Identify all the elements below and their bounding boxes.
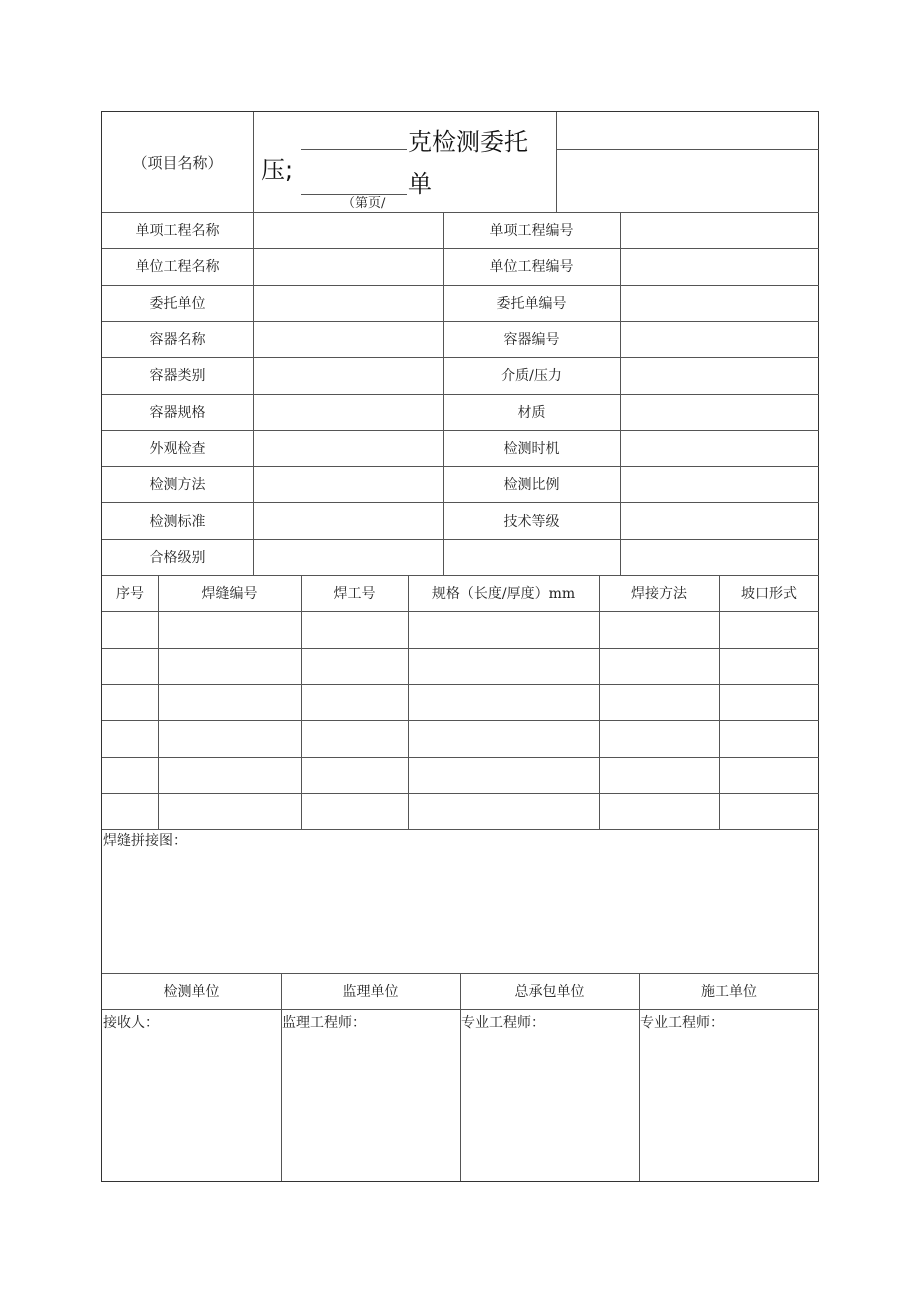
weld-table-cell[interactable]: [408, 757, 599, 793]
info-label: 容器编号: [503, 332, 560, 349]
weld-table-cell[interactable]: [408, 648, 599, 684]
weld-table-cell[interactable]: [719, 757, 819, 793]
weld-table-cell[interactable]: [158, 648, 301, 684]
info-value-field[interactable]: [253, 285, 443, 321]
signoff-unit-label: 施工单位: [701, 984, 757, 1000]
info-label: 合格级别: [149, 549, 206, 566]
info-label: 检测时机: [503, 440, 560, 457]
signoff-signer-label: 专业工程师：: [640, 1015, 724, 1031]
weld-table-cell[interactable]: [102, 720, 158, 756]
signoff-signer-label: 监理工程师：: [282, 1015, 366, 1031]
weld-table-cell[interactable]: [408, 793, 599, 829]
row-divider: [102, 793, 819, 794]
weld-table-cell[interactable]: [301, 793, 408, 829]
info-label: 单项工程编号: [489, 223, 574, 240]
weld-table-cell[interactable]: [158, 757, 301, 793]
weld-table-cell[interactable]: [158, 793, 301, 829]
info-label: 技术等级: [503, 513, 560, 530]
weld-table-cell[interactable]: [408, 720, 599, 756]
weld-table-cell[interactable]: [719, 793, 819, 829]
info-value-field[interactable]: [253, 357, 443, 393]
info-label: 外观检查: [149, 440, 206, 457]
info-value-field[interactable]: [620, 285, 819, 321]
weld-table-header: 焊工号: [333, 586, 376, 603]
weld-table-cell[interactable]: [599, 757, 719, 793]
weld-table-cell[interactable]: [102, 684, 158, 720]
info-label: 单位工程名称: [135, 259, 220, 276]
weld-table-cell[interactable]: [102, 757, 158, 793]
weld-table-header: 焊缝编号: [201, 586, 258, 603]
weld-table-cell[interactable]: [102, 611, 158, 647]
weld-table-header: 焊接方法: [631, 586, 687, 603]
info-label: 检测标准: [149, 513, 206, 530]
weld-table-cell[interactable]: [599, 684, 719, 720]
col-divider: [443, 212, 444, 575]
col-divider: [158, 575, 159, 829]
info-value-field[interactable]: [620, 466, 819, 502]
weld-table-cell[interactable]: [301, 648, 408, 684]
info-value-field[interactable]: [253, 430, 443, 466]
page-number-note: （第页/: [342, 196, 386, 211]
info-label: 介质/压力: [501, 368, 562, 385]
info-value-field[interactable]: [253, 539, 443, 575]
info-value-field[interactable]: [620, 430, 819, 466]
weld-table-cell[interactable]: [408, 611, 599, 647]
col-divider: [253, 212, 254, 575]
weld-table-cell[interactable]: [301, 611, 408, 647]
weld-table-cell[interactable]: [158, 720, 301, 756]
signature-area[interactable]: [639, 1031, 819, 1181]
signoff-unit-label: 检测单位: [163, 984, 220, 1000]
title-prefix: 压;: [261, 156, 294, 184]
weld-table-cell[interactable]: [599, 793, 719, 829]
info-value-field[interactable]: [253, 502, 443, 538]
col-divider: [408, 575, 409, 829]
weld-table-cell[interactable]: [719, 720, 819, 756]
info-label: 容器规格: [149, 404, 206, 421]
signature-area[interactable]: [281, 1031, 460, 1181]
info-label: 材质: [517, 404, 546, 421]
info-label: 单项工程名称: [135, 223, 220, 240]
col-divider: [719, 575, 720, 829]
row-divider: [102, 829, 819, 830]
divider: [253, 112, 254, 212]
info-value-field[interactable]: [253, 212, 443, 248]
signoff-signer-label: 接收人：: [103, 1015, 159, 1031]
signoff-unit-label: 总承包单位: [514, 984, 585, 1000]
info-value-field[interactable]: [620, 502, 819, 538]
info-value-field[interactable]: [253, 394, 443, 430]
weld-table-cell[interactable]: [102, 793, 158, 829]
weld-table-cell[interactable]: [301, 757, 408, 793]
info-label: 容器类别: [149, 368, 206, 385]
weld-table-header: 序号: [116, 586, 144, 603]
info-label: [443, 539, 620, 575]
info-value-field[interactable]: [620, 212, 819, 248]
info-value-field[interactable]: [620, 248, 819, 284]
info-label: 检测方法: [149, 477, 206, 494]
col-divider: [620, 212, 621, 575]
info-value-field[interactable]: [253, 248, 443, 284]
form-title-line2: 单: [408, 170, 432, 198]
col-divider: [639, 973, 640, 1181]
weld-diagram-label: 焊缝拼接图：: [103, 833, 187, 849]
weld-table-cell[interactable]: [158, 684, 301, 720]
weld-table-header: 规格（长度/厚度）mm: [431, 586, 576, 603]
row-divider: [102, 611, 819, 612]
weld-table-cell[interactable]: [301, 720, 408, 756]
weld-table-cell[interactable]: [408, 684, 599, 720]
weld-table-header: 坡口形式: [741, 586, 797, 603]
divider: [556, 112, 557, 212]
info-label: 委托单位: [149, 295, 206, 312]
weld-table-cell[interactable]: [102, 648, 158, 684]
row-divider: [102, 757, 819, 758]
weld-table-cell[interactable]: [599, 720, 719, 756]
col-divider: [301, 575, 302, 829]
row-divider: [102, 684, 819, 685]
info-value-field[interactable]: [620, 357, 819, 393]
info-label: 容器名称: [149, 332, 206, 349]
divider: [556, 149, 819, 150]
title-underline: [301, 149, 407, 150]
weld-table-cell[interactable]: [301, 684, 408, 720]
info-value-field[interactable]: [253, 321, 443, 357]
signoff-signer-label: 专业工程师：: [461, 1015, 545, 1031]
weld-table-cell[interactable]: [719, 648, 819, 684]
info-label: 单位工程编号: [489, 259, 574, 276]
entrustment-form: [101, 111, 819, 1182]
weld-table-cell[interactable]: [599, 648, 719, 684]
row-divider: [102, 720, 819, 721]
col-divider: [460, 973, 461, 1181]
signature-area[interactable]: [460, 1031, 639, 1181]
project-name-label: （项目名称）: [132, 153, 223, 172]
info-value-field[interactable]: [620, 539, 819, 575]
weld-table-cell[interactable]: [719, 611, 819, 647]
info-label: 检测比例: [503, 477, 560, 494]
row-divider: [102, 648, 819, 649]
col-divider: [599, 575, 600, 829]
weld-table-cell[interactable]: [719, 684, 819, 720]
col-divider: [281, 973, 282, 1181]
weld-table-cell[interactable]: [158, 611, 301, 647]
info-label: 委托单编号: [496, 295, 567, 312]
signoff-unit-label: 监理单位: [342, 984, 399, 1000]
weld-table-cell[interactable]: [599, 611, 719, 647]
signature-area[interactable]: [102, 1031, 281, 1181]
info-value-field[interactable]: [253, 466, 443, 502]
info-value-field[interactable]: [620, 394, 819, 430]
info-value-field[interactable]: [620, 321, 819, 357]
form-title: 克检测委托: [408, 128, 528, 156]
